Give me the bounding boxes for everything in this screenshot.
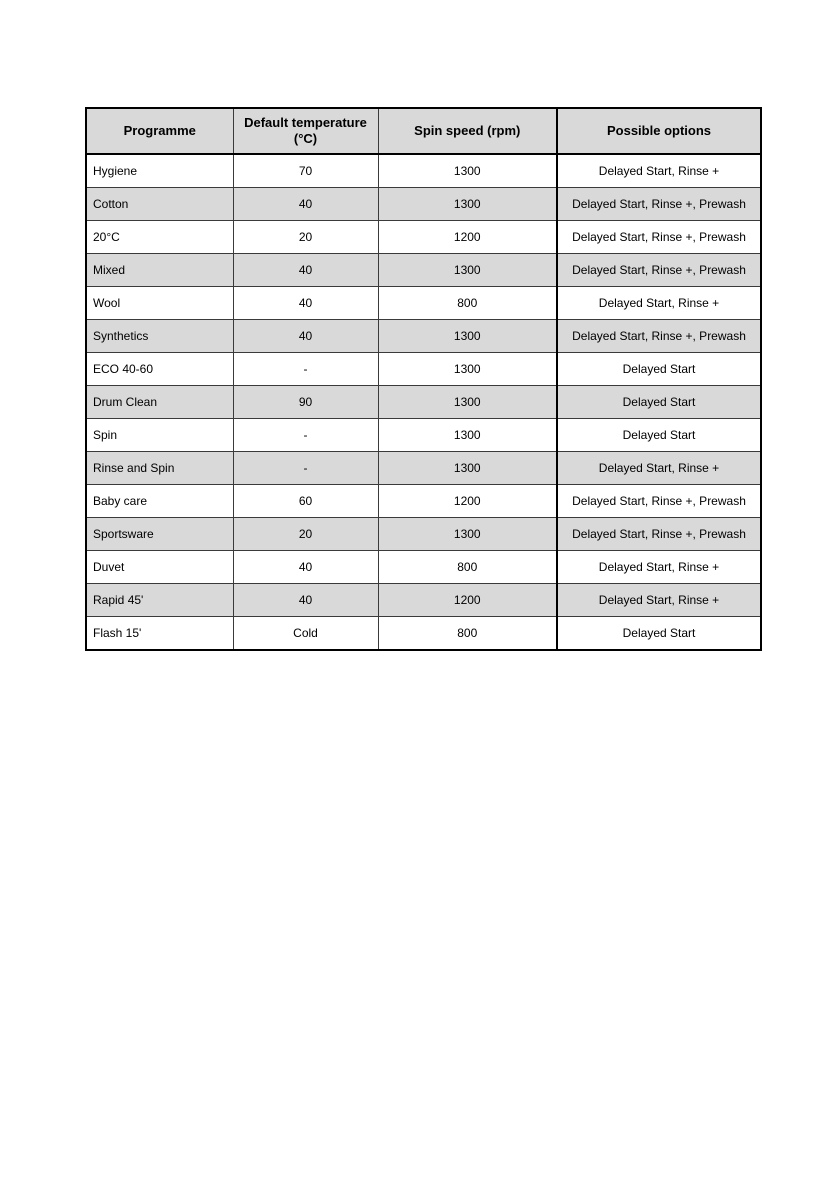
options-cell: Delayed Start, Rinse +, Prewash bbox=[557, 221, 761, 254]
temperature-cell: 40 bbox=[233, 188, 378, 221]
table-row bbox=[86, 485, 761, 518]
temperature-cell: 40 bbox=[233, 551, 378, 584]
programme-cell: Spin bbox=[86, 419, 233, 452]
options-cell: Delayed Start bbox=[557, 386, 761, 419]
column-header-spin-speed: Spin speed (rpm) bbox=[378, 108, 557, 154]
options-cell: Delayed Start, Rinse +, Prewash bbox=[557, 254, 761, 287]
programme-cell: Drum Clean bbox=[86, 386, 233, 419]
options-cell: Delayed Start bbox=[557, 353, 761, 386]
options-cell: Delayed Start, Rinse + bbox=[557, 452, 761, 485]
table-row bbox=[86, 584, 761, 617]
spin-speed-cell: 1300 bbox=[378, 353, 557, 386]
temperature-cell: 20 bbox=[233, 518, 378, 551]
temperature-cell: 90 bbox=[233, 386, 378, 419]
table-row bbox=[86, 188, 761, 221]
temperature-cell: 40 bbox=[233, 320, 378, 353]
programme-cell: ECO 40-60 bbox=[86, 353, 233, 386]
spin-speed-cell: 1300 bbox=[378, 188, 557, 221]
programme-cell: Flash 15' bbox=[86, 617, 233, 651]
options-cell: Delayed Start, Rinse + bbox=[557, 287, 761, 320]
table-row bbox=[86, 452, 761, 485]
column-header-programme: Programme bbox=[86, 108, 233, 154]
options-cell: Delayed Start, Rinse +, Prewash bbox=[557, 485, 761, 518]
table-row bbox=[86, 518, 761, 551]
spin-speed-cell: 1300 bbox=[378, 386, 557, 419]
column-header-options: Possible options bbox=[557, 108, 761, 154]
temperature-cell: 40 bbox=[233, 287, 378, 320]
temperature-cell: - bbox=[233, 452, 378, 485]
programme-cell: Rinse and Spin bbox=[86, 452, 233, 485]
table-row bbox=[86, 254, 761, 287]
programme-cell: Synthetics bbox=[86, 320, 233, 353]
table-header bbox=[86, 108, 761, 154]
table-row bbox=[86, 154, 761, 188]
table-body bbox=[86, 154, 761, 650]
options-cell: Delayed Start, Rinse + bbox=[557, 154, 761, 188]
temperature-cell: 40 bbox=[233, 584, 378, 617]
programme-cell: Wool bbox=[86, 287, 233, 320]
options-cell: Delayed Start, Rinse + bbox=[557, 551, 761, 584]
spin-speed-cell: 800 bbox=[378, 287, 557, 320]
spin-speed-cell: 1200 bbox=[378, 221, 557, 254]
options-cell: Delayed Start, Rinse +, Prewash bbox=[557, 188, 761, 221]
spin-speed-cell: 1300 bbox=[378, 419, 557, 452]
spin-speed-cell: 1300 bbox=[378, 254, 557, 287]
spin-speed-cell: 1300 bbox=[378, 518, 557, 551]
programme-cell: Hygiene bbox=[86, 154, 233, 188]
temperature-cell: 70 bbox=[233, 154, 378, 188]
programme-cell: 20°C bbox=[86, 221, 233, 254]
temperature-cell: 40 bbox=[233, 254, 378, 287]
spin-speed-cell: 800 bbox=[378, 617, 557, 651]
options-cell: Delayed Start, Rinse +, Prewash bbox=[557, 320, 761, 353]
options-cell: Delayed Start bbox=[557, 419, 761, 452]
spin-speed-cell: 1200 bbox=[378, 584, 557, 617]
table-row bbox=[86, 419, 761, 452]
programme-cell: Baby care bbox=[86, 485, 233, 518]
table-row bbox=[86, 221, 761, 254]
programme-cell: Duvet bbox=[86, 551, 233, 584]
header-row bbox=[86, 108, 761, 154]
temperature-cell: Cold bbox=[233, 617, 378, 651]
programme-cell: Mixed bbox=[86, 254, 233, 287]
temperature-cell: 20 bbox=[233, 221, 378, 254]
spin-speed-cell: 1300 bbox=[378, 452, 557, 485]
table-row bbox=[86, 287, 761, 320]
programme-cell: Rapid 45' bbox=[86, 584, 233, 617]
options-cell: Delayed Start, Rinse +, Prewash bbox=[557, 518, 761, 551]
options-cell: Delayed Start bbox=[557, 617, 761, 651]
temperature-cell: 60 bbox=[233, 485, 378, 518]
spin-speed-cell: 1300 bbox=[378, 154, 557, 188]
table-row bbox=[86, 551, 761, 584]
spin-speed-cell: 800 bbox=[378, 551, 557, 584]
spin-speed-cell: 1300 bbox=[378, 320, 557, 353]
options-cell: Delayed Start, Rinse + bbox=[557, 584, 761, 617]
programme-cell: Cotton bbox=[86, 188, 233, 221]
table-row bbox=[86, 617, 761, 651]
temperature-cell: - bbox=[233, 353, 378, 386]
programme-table bbox=[85, 107, 762, 651]
spin-speed-cell: 1200 bbox=[378, 485, 557, 518]
table-row bbox=[86, 386, 761, 419]
table-row bbox=[86, 353, 761, 386]
table-row bbox=[86, 320, 761, 353]
temperature-cell: - bbox=[233, 419, 378, 452]
programme-cell: Sportsware bbox=[86, 518, 233, 551]
column-header-temperature: Default temperature (°C) bbox=[233, 108, 378, 154]
